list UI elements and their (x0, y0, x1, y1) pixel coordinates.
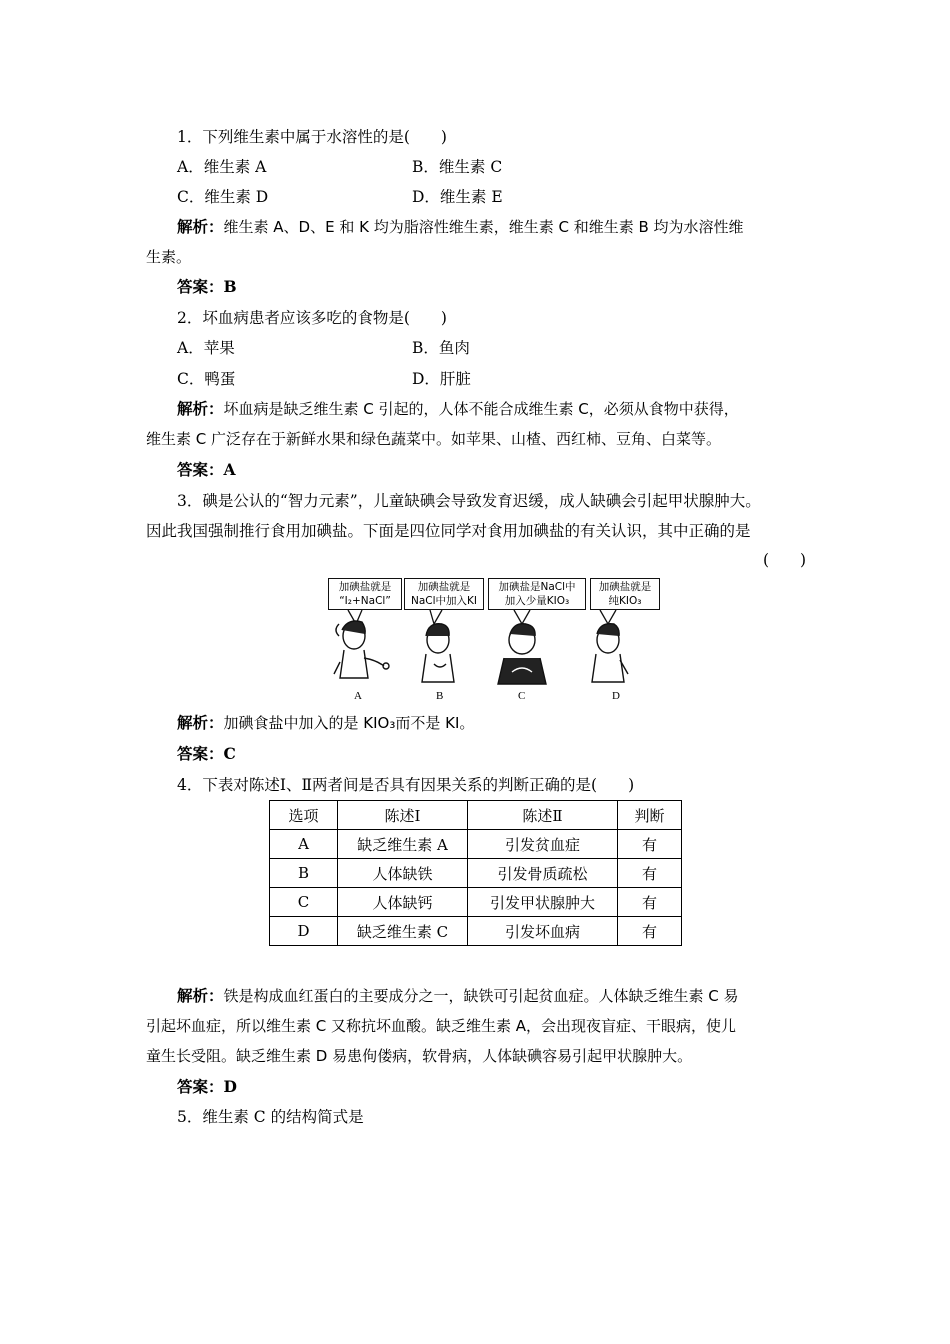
table-cell: 引发贫血症 (468, 830, 618, 859)
table-cell: 有 (618, 917, 682, 946)
bubble-a-line2: “I₂+NaCl” (339, 595, 391, 607)
table-cell: D (270, 917, 338, 946)
table-cell: 有 (618, 830, 682, 859)
table-cell: 人体缺钙 (338, 888, 468, 917)
q3-illustration (318, 578, 663, 706)
table-header: 选项 (270, 801, 338, 830)
q3-answer: 答案：C (177, 744, 236, 763)
analysis-label: 解析： (177, 399, 224, 418)
q4-analysis-text-1: 铁是构成血红蛋白的主要成分之一，缺铁可引起贫血症。人体缺乏维生素 C 易 (223, 987, 739, 1005)
table-cell: 有 (618, 859, 682, 888)
table-cell: 引发骨质疏松 (468, 859, 618, 888)
q1-stem: 1．下列维生素中属于水溶性的是( ) (177, 128, 447, 146)
q1-option-c: C．维生素 D (177, 188, 269, 206)
q4-stem: 4．下表对陈述Ⅰ、Ⅱ两者间是否具有因果关系的判断正确的是( ) (177, 776, 635, 794)
bubble-a-line1: 加碘盐就是 (338, 581, 392, 593)
table-cell: B (270, 859, 338, 888)
table-row (270, 859, 682, 888)
bubble-d-line1: 加碘盐就是 (598, 581, 652, 593)
q2-stem: 2．坏血病患者应该多吃的食物是( ) (177, 309, 447, 327)
q3-answer-paren: ( ) (763, 551, 807, 569)
table-header-row (270, 801, 682, 830)
q2-option-d: D．肝脏 (412, 370, 471, 388)
q2-option-b: B．鱼肉 (412, 339, 470, 357)
bubble-b-line1: 加碘盐就是 (417, 581, 471, 593)
table-header: 判断 (618, 801, 682, 830)
table-cell: A (270, 830, 338, 859)
q3-stem-2: 因此我国强制推行食用加碘盐。下面是四位同学对食用加碘盐的有关认识，其中正确的是 (146, 522, 751, 540)
student-label-d: D (612, 690, 620, 702)
q1-option-b: B．维生素 C (412, 158, 503, 176)
bubble-a (328, 578, 402, 610)
q1-analysis-text-2: 生素。 (146, 248, 192, 266)
table-row (270, 830, 682, 859)
q3-analysis-text-1: 加碘食盐中加入的是 KIO₃而不是 KI。 (223, 714, 475, 732)
table-cell: 有 (618, 888, 682, 917)
bubble-c (488, 578, 586, 610)
table-cell: 缺乏维生素 C (338, 917, 468, 946)
q1-analysis-text-1: 维生素 A、D、E 和 K 均为脂溶性维生素，维生素 C 和维生素 B 均为水溶性维 (223, 218, 744, 236)
q4-analysis-text-2: 引起坏血症，所以维生素 C 又称抗坏血酸。缺乏维生素 A，会出现夜盲症、干眼病，使儿 (146, 1017, 737, 1035)
table-cell: 缺乏维生素 A (338, 830, 468, 859)
table-cell: 人体缺铁 (338, 859, 468, 888)
q3-stem-1: 3．碘是公认的“智力元素”，儿童缺碘会导致发育迟缓，成人缺碘会引起甲状腺肿大。 (177, 492, 761, 510)
table-cell: 引发甲状腺肿大 (468, 888, 618, 917)
q1-answer: 答案：B (177, 277, 237, 296)
q4-analysis (177, 986, 739, 1006)
table-header: 陈述Ⅰ (338, 801, 468, 830)
q2-option-a: A．苹果 (177, 339, 235, 357)
q2-analysis-text-2: 维生素 C 广泛存在于新鲜水果和绿色蔬菜中。如苹果、山楂、西红柿、豆角、白菜等。 (146, 430, 722, 448)
analysis-label: 解析： (177, 986, 224, 1005)
q4-table (269, 800, 682, 946)
bubble-d-line2: 纯KIO₃ (608, 595, 642, 607)
bubble-c-line1: 加碘盐是NaCl中 (498, 581, 576, 593)
q3-analysis (177, 713, 474, 733)
q2-answer: 答案：A (177, 460, 236, 479)
student-label-b: B (436, 690, 444, 702)
q2-analysis-text-1: 坏血病是缺乏维生素 C 引起的，人体不能合成维生素 C，必须从食物中获得， (223, 400, 739, 418)
bubble-b (404, 578, 484, 610)
q2-option-c: C．鸭蛋 (177, 370, 236, 388)
student-label-c: C (518, 690, 526, 702)
student-label-a: A (354, 690, 362, 702)
bubble-c-line2: 加入少量KIO₃ (504, 595, 570, 607)
q4-answer: 答案：D (177, 1077, 237, 1096)
q4-analysis-text-3: 童生长受阻。缺乏维生素 D 易患佝偻病，软骨病，人体缺碘容易引起甲状腺肿大。 (146, 1047, 693, 1065)
q5-stem: 5．维生素 C 的结构简式是 (177, 1108, 364, 1126)
analysis-label: 解析： (177, 217, 224, 236)
table-row (270, 917, 682, 946)
table-header: 陈述Ⅱ (468, 801, 618, 830)
q2-analysis (177, 399, 739, 419)
table-row (270, 888, 682, 917)
bubble-d (590, 578, 660, 610)
analysis-label: 解析： (177, 713, 224, 732)
q1-analysis (177, 217, 744, 237)
table-cell: C (270, 888, 338, 917)
table-cell: 引发坏血病 (468, 917, 618, 946)
bubble-b-line2: NaCl中加入KI (410, 595, 478, 607)
q1-option-d: D．维生素 E (412, 188, 503, 206)
q1-option-a: A．维生素 A (177, 158, 267, 176)
